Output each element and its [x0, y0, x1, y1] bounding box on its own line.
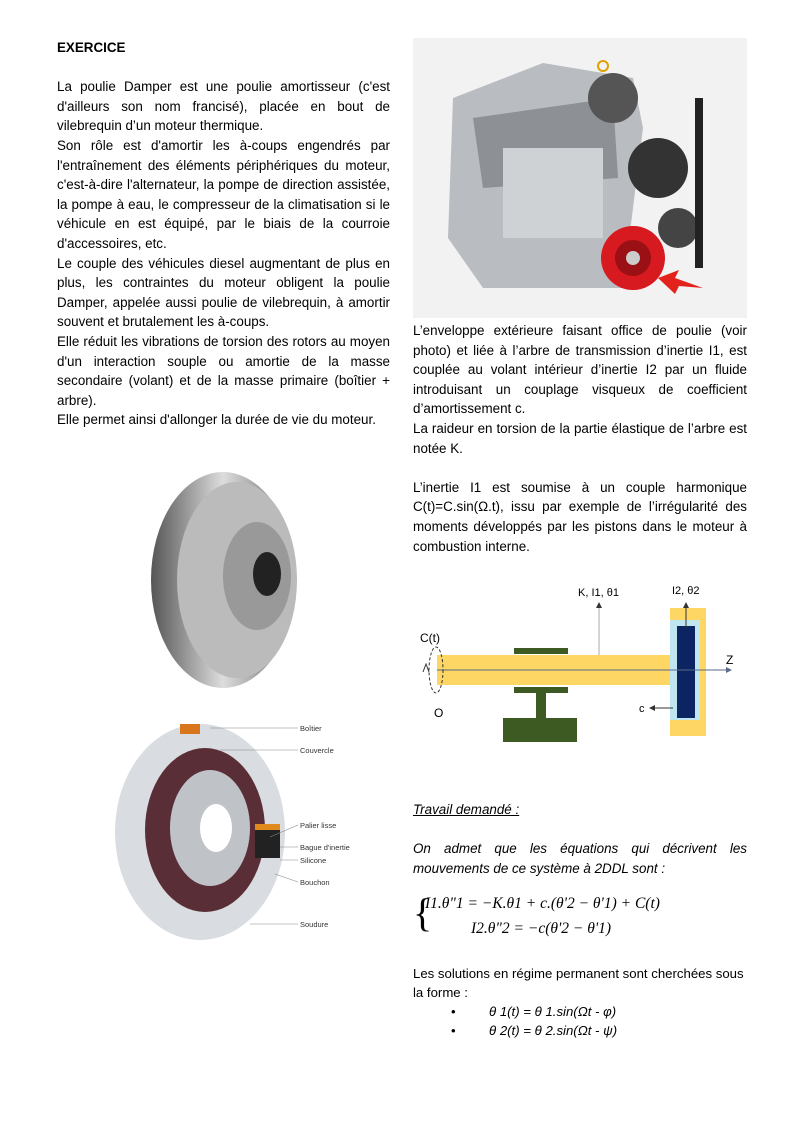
- task-heading: Travail demandé :: [413, 802, 520, 817]
- label-bouchon: Bouchon: [300, 878, 330, 887]
- paragraph: La poulie Damper est une poulie amortisseur (c'est d'ailleurs son nom francisé), placée en bout de vilebrequin d’un moteur thermique.: [57, 79, 390, 134]
- equation-2: I2.θ"2 = −c(θ'2 − θ'1): [471, 920, 612, 937]
- paragraph: L’enveloppe extérieure faisant office de poulie (voir photo) et liée à l’arbre de transmission d’inertie I1, est couplée au volant intérieur d’inertie I2 par un fluide introduisant un couplage visqueux de coefficient d’amortissement c.: [413, 323, 747, 417]
- solutions-intro: Les solutions en régime permanent sont cherchées sous la forme :: [413, 966, 744, 1000]
- label-k-i1-theta1: K, I1, θ1: [578, 587, 619, 599]
- label-couvercle: Couvercle: [300, 746, 334, 755]
- solution-item: • θ 2(t) = θ 2.sin(Ωt - ψ): [451, 1021, 753, 1040]
- left-column: [57, 38, 390, 430]
- exercise-title: EXERCICE: [57, 40, 126, 55]
- system-diagram: [410, 580, 750, 750]
- paragraph: Son rôle est d'amortir les à-coups engendrés par l'entraînement des éléments périphériques du moteur, c'est-à-dire l'alternateur, la pompe de direction assistée, la pompe à eau, le compresseur de la climatisation si le véhicule en est équipé, par le biais de la courroie d'accessoires, etc.: [57, 137, 390, 251]
- paragraph: On admet que les équations qui décrivent les mouvements de ce système à 2DDL sont :: [413, 841, 747, 876]
- flywheel: [677, 626, 695, 718]
- solutions: [413, 964, 753, 1040]
- pulley-photo: [145, 468, 300, 692]
- label-silicone: Silicone: [300, 856, 327, 865]
- paragraph: L’inertie I1 est soumise à un couple harmonique C(t)=C.sin(Ω.t), issu par exemple de l’irrégularité des moments développés par les pistons dans le moteur à combustion interne.: [413, 479, 747, 554]
- label-o: O: [434, 706, 444, 720]
- label-bague: Bague d'inertie: [300, 843, 350, 852]
- label-c: c: [639, 703, 645, 715]
- engine-photo: [413, 38, 747, 318]
- paragraph: Le couple des véhicules diesel augmentant de plus en plus, les contraintes du moteur obligent la poulie Damper, appelée aussi poulie de vilebrequin, à amortir souvent et brutalement les à-coups.: [57, 255, 390, 330]
- label-i2-theta2: I2, θ2: [672, 585, 700, 597]
- label-palier: Palier lisse: [300, 821, 337, 830]
- paragraph: Elle réduit les vibrations de torsion des rotors au moyen d'un interaction souple ou amortie de la masse secondaire (volant) et de la masse primaire (boîtier + arbre).: [57, 333, 390, 408]
- paragraph: La raideur en torsion de la partie élastique de l’arbre est notée K.: [413, 420, 747, 456]
- equation-1: I1.θ"1 = −K.θ1 + c.(θ'2 − θ'1) + C(t): [425, 895, 660, 912]
- pulley-cutaway-diagram: [110, 712, 350, 947]
- task-section: [413, 800, 747, 878]
- label-z: Z: [726, 653, 734, 667]
- bearing-support: [503, 718, 577, 742]
- label-ct: C(t): [420, 631, 440, 645]
- right-column: [413, 321, 747, 556]
- paragraph: Elle permet ainsi d'allonger la durée de vie du moteur.: [57, 412, 376, 428]
- label-soudure: Soudure: [300, 920, 329, 929]
- solution-item: • θ 1(t) = θ 1.sin(Ωt - φ): [451, 1002, 753, 1021]
- label-boitier: Boîtier: [300, 724, 322, 733]
